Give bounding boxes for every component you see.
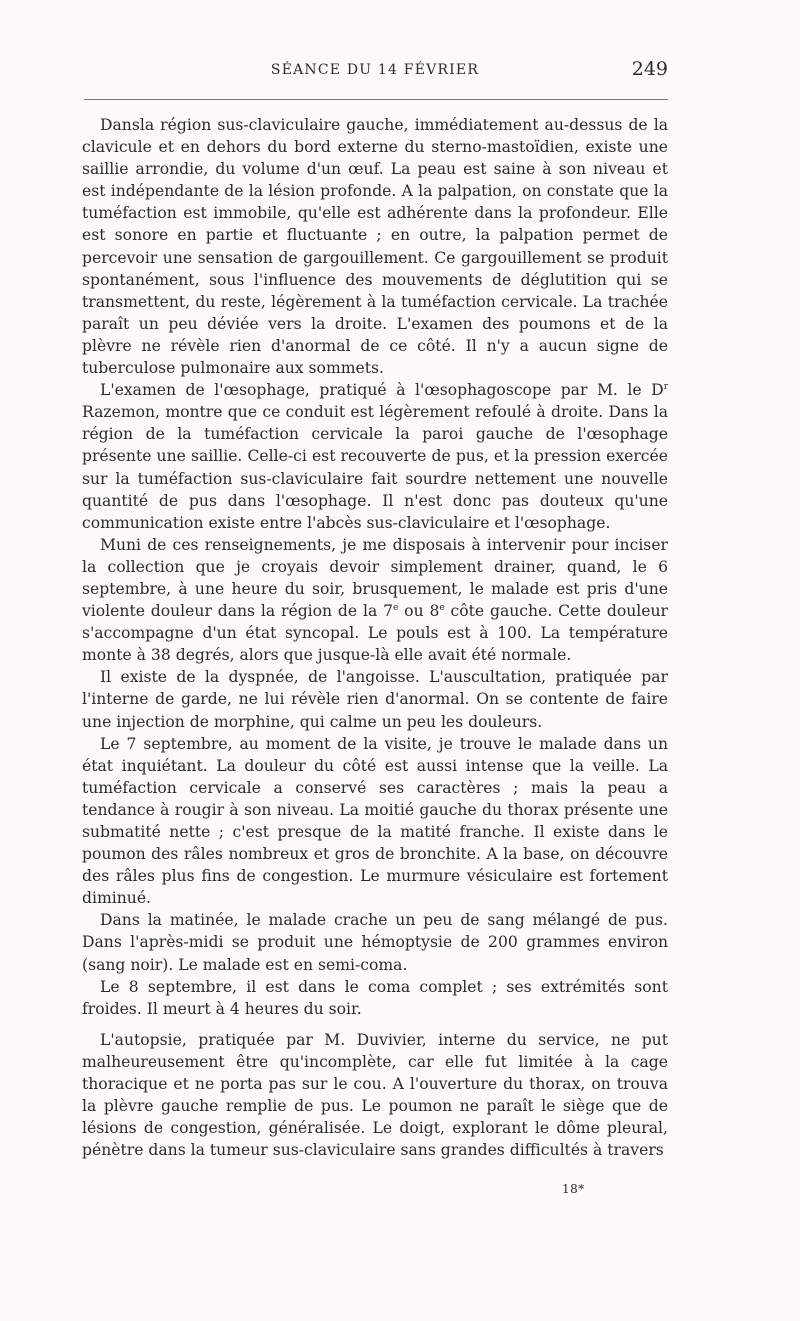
paragraph-8: L'autopsie, pratiquée par M. Duvivier, interne du service, ne put malheureusement être qu'incomplète, car elle fut limitée à la cage thoracique et ne porta pas sur le cou. A l'ouverture du thorax, on trouva la plèvre gauche remplie de pus. Le poumon ne paraît le siège que de lésions de congestion, généralisée. Le doigt, explorant le dôme pleural, pénètre dans la tumeur sus-claviculaire sans grandes difficultés à travers <box>82 1030 668 1160</box>
superscript: e <box>439 602 445 613</box>
running-header <box>82 58 668 88</box>
printer-signature: 18* <box>562 1182 585 1196</box>
paragraph-3-text-b: ou 8 <box>398 602 440 621</box>
paragraph-4: Il existe de la dyspnée, de l'angoisse. L'auscultation, pratiquée par l'interne de garde, ne lui révèle rien d'anormal. On se contente de faire une injection de morphine, qui calme un peu les douleurs. <box>82 668 668 731</box>
paragraph-2 <box>82 379 668 534</box>
paragraph-3-text-c: côte gauche. Cette douleur s'accompagne d'un état syncopal. Le pouls est à 100. La température monte à 38 degrés, alors que jusque-là elle avait été normale. <box>82 602 668 665</box>
page-number: 249 <box>631 58 668 80</box>
paragraph-6: Dans la matinée, le malade crache un peu de sang mélangé de pus. Dans l'après-midi se produit une hémoptysie de 200 grammes environ (sang noir). Le malade est en semi-coma. <box>82 911 668 974</box>
paragraph-2-text-a: L'examen de l'œsophage, pratiqué à l'œsophagoscope par M. le D <box>100 381 664 400</box>
paragraph-7: Le 8 septembre, il est dans le coma complet ; ses extrémités sont froides. Il meurt à 4 heures du soir. <box>82 977 668 1018</box>
header-rule <box>84 99 668 100</box>
paragraph-1: Dansla région sus-claviculaire gauche, immédiatement au-dessus de la clavicule et en dehors du bord externe du sterno-mastoïdien, existe une saillie arrondie, du volume d'un œuf. La peau est saine à son niveau et est indépendante de la lésion profonde. A la palpation, on constate que la tuméfaction est immobile, qu'elle est adhérente dans la profondeur. Elle est sonore en partie et fluctuante ; en outre, la palpation permet de percevoir une sensation de gargouillement. Ce gargouillement se produit spontanément, sous l'influence des mouvements de déglutition qui se transmettent, du reste, légèrement à la tuméfaction cervicale. La trachée paraît un peu déviée vers la droite. L'examen des poumons et de la plèvre ne révèle rien d'anormal de ce côté. Il n'y a aucun signe de tuberculose pulmonaire aux sommets. <box>82 116 668 378</box>
superscript: e <box>393 602 399 613</box>
superscript: r <box>663 381 668 392</box>
paragraph-3 <box>82 534 668 667</box>
paragraph-3-text-a: Muni de ces renseignements, je me disposais à intervenir pour inciser la collection que je croyais devoir simplement drainer, quand, le 6 septembre, à une heure du soir, brusquement, le malade est pris d'une violente douleur dans la région de la 7 <box>82 535 668 621</box>
body-text <box>82 114 668 1161</box>
paragraph-2-text-b: Razemon, montre que ce conduit est légèrement refoulé à droite. Dans la région de la tuméfaction cervicale la paroi gauche de l'œsophage présente une saillie. Celle-ci est recouverte de pus, et la pression exercée sur la tuméfaction sus-claviculaire fait sourdre nettement une nouvelle quantité de pus dans l'œsophage. Il n'est donc pas douteux qu'une communication existe entre l'abcès sus-claviculaire et l'œsophage. <box>82 403 668 532</box>
running-title: SÉANCE DU 14 FÉVRIER <box>270 62 480 78</box>
paragraph-5: Le 7 septembre, au moment de la visite, je trouve le malade dans un état inquiétant. La douleur du côté est aussi intense que la veille. La tuméfaction cervicale a conservé ses caractères ; mais la peau a tendance à rougir à son niveau. La moitié gauche du thorax présente une submatité nette ; c'est presque de la matité franche. Il existe dans le poumon des râles nombreux et gros de bronchite. A la base, on découvre des râles plus fins de congestion. Le murmure vésiculaire est fortement diminué. <box>82 734 668 908</box>
